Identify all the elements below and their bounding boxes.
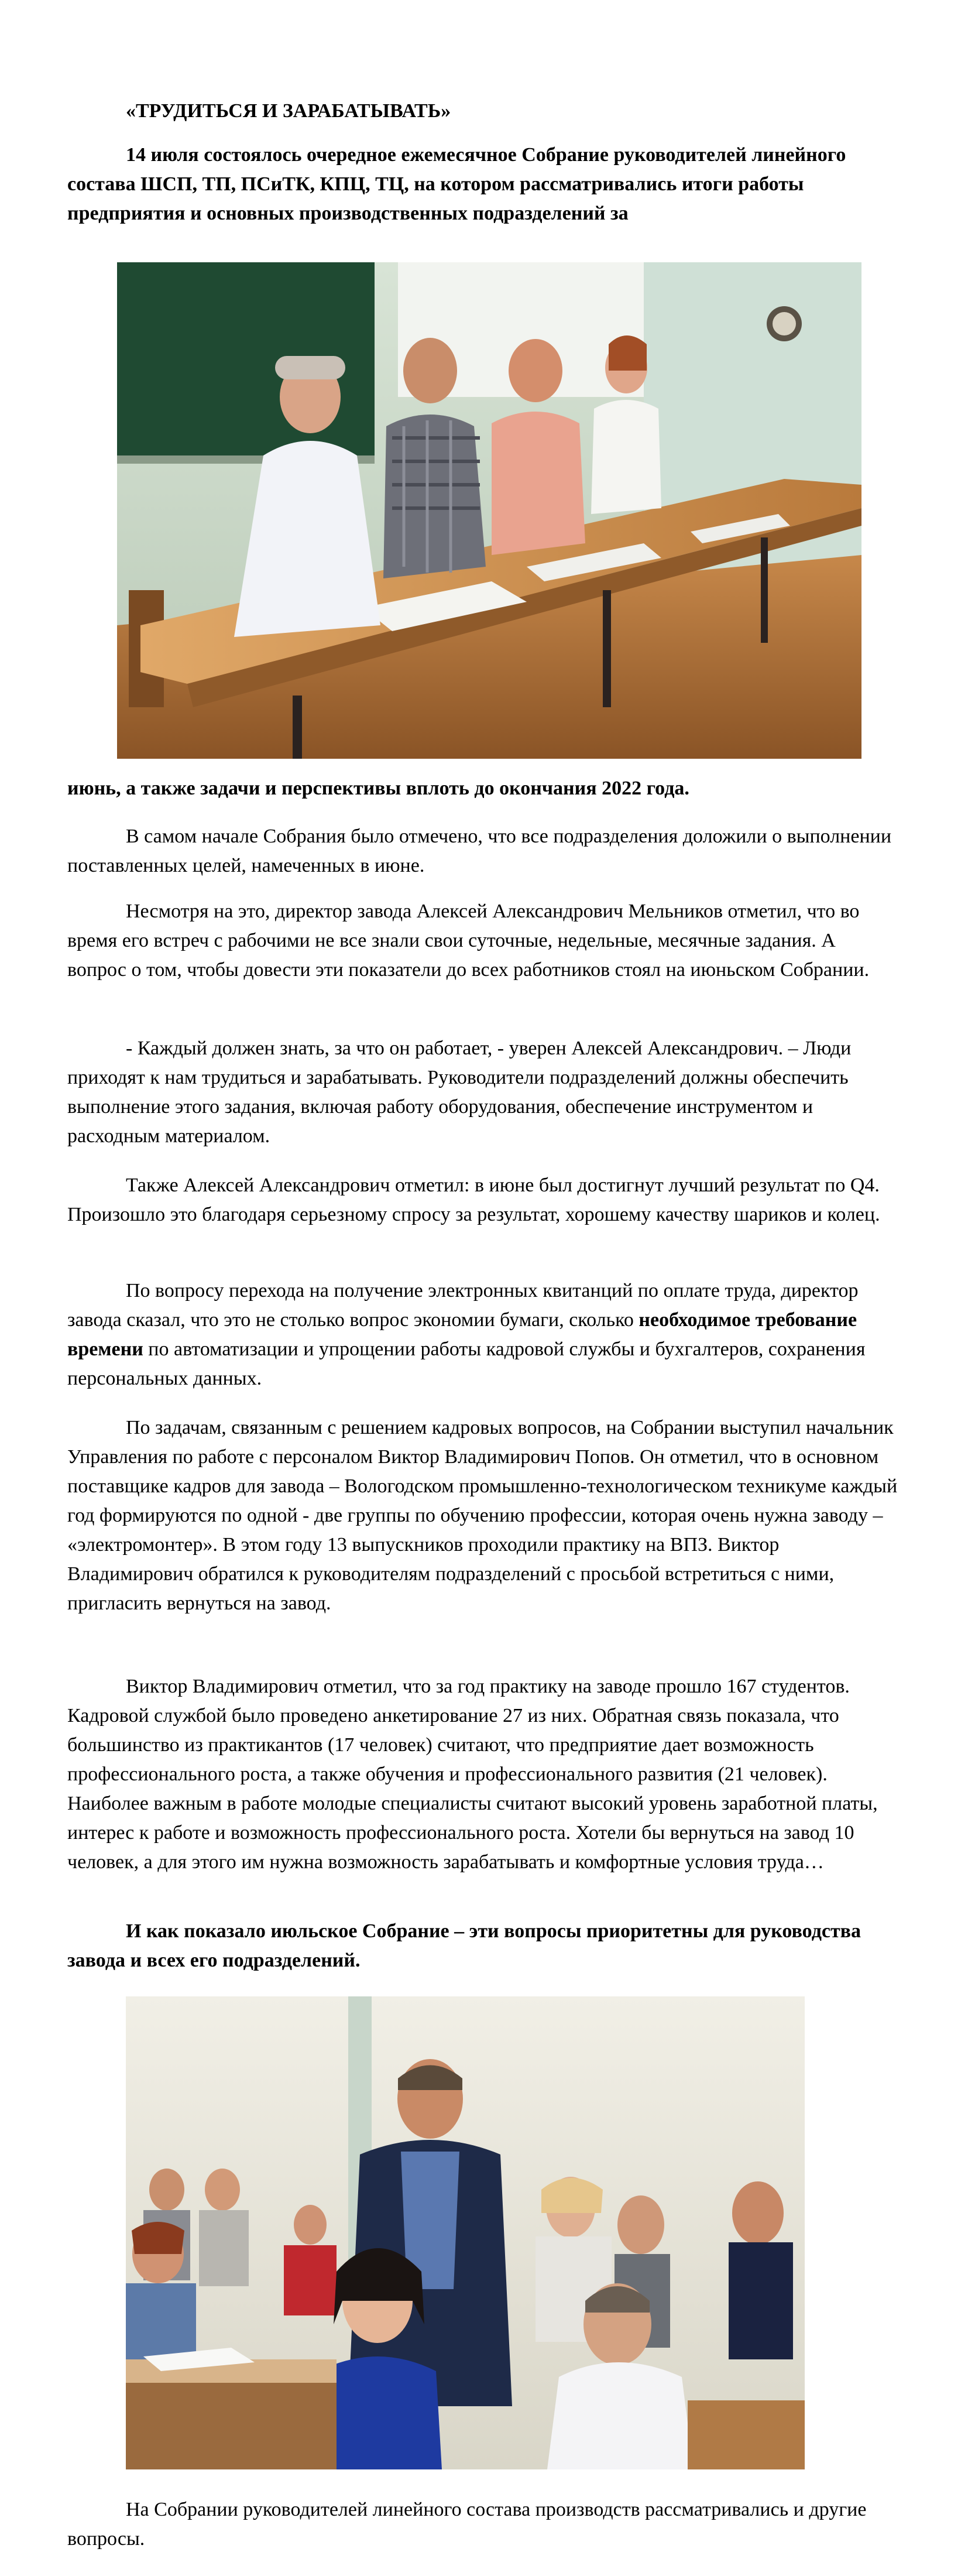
closing-paragraph (67, 2495, 898, 2554)
paragraph-7 (67, 1672, 898, 1877)
paragraph-2-text: Несмотря на это, директор завода Алексей Александрович Мельников отметил, что во время его встреч с рабочими не все знали свои суточные, недельные, месячные задания. А вопрос о том, чтобы довести эти показатели до всех работников стоял на июньском Собрании. (67, 900, 870, 981)
paragraph-5-part-b: по автоматизации и упрощении работы кадровой службы и бухгалтеров, сохранения персональных данных. (67, 1338, 866, 1389)
intro-text-part2: июнь, а также задачи и перспективы вплоть до окончания 2022 года. (67, 777, 689, 799)
conclusion (67, 1917, 898, 1975)
article-intro-continued (67, 774, 898, 803)
paragraph-4-text: Также Алексей Александрович отметил: в июне был достигнут лучший результат по Q4. Произошло это благодаря серьезному спросу за результат, хорошему качеству шариков и колец. (67, 1174, 880, 1225)
paragraph-7-text: Виктор Владимирович отметил, что за год практику на заводе прошло 167 студентов. Кадровой службой было проведено анкетирование 27 из них. Обратная связь показала, что большинство из практикантов (17 человек) считают, что предприятие дает возможность профессионального роста, а также обучения и профессионального развития (21 человек). Наиболее важным в работе молодые специалисты считают высокий уровень заработной платы, интерес к работе и возможность профессионального роста. Хотели бы вернуться на завод 10 человек, а для этого им нужна возможность зарабатывать и комфортные условия труда… (67, 1676, 878, 1873)
paragraph-5-text (67, 1276, 898, 1393)
paragraph-4 (67, 1171, 898, 1229)
article-intro (67, 141, 898, 228)
paragraph-5 (67, 1276, 898, 1393)
paragraph-1 (67, 822, 898, 881)
paragraph-1-text: В самом начале Собрания было отмечено, что все подразделения доложили о выполнении поставленных целей, намеченных в июне. (67, 825, 892, 876)
paragraph-5-part-a: По вопросу перехода на получение электронных квитанций по оплате труда, директор завода сказал, что это не столько вопрос экономии бумаги, сколько (67, 1280, 859, 1331)
paragraph-6-text: По задачам, связанным с решением кадровых вопросов, на Собрании выступил начальник Управления по работе с персоналом Виктор Владимирович Попов. Он отметил, что в основном поставщике кадров для завода – Вологодском промышленно-технологическом техникуме каждый год формируются по одной - две группы по обучению профессии, которая очень нужна заводу – «электромонтер». В этом году 13 выпускников проходили практику на ВПЗ. Виктор Владимирович обратился к руководителям подразделений с просьбой встретиться с ними, пригласить вернуться на завод. (67, 1417, 898, 1614)
paragraph-3-text: - Каждый должен знать, за что он работает, - уверен Алексей Александрович. – Люди приходят к нам трудиться и зарабатывать. Руководители подразделений должны обеспечить выполнение этого задания, включая работу оборудования, обеспечение инструментом и расходным материалом. (67, 1037, 852, 1147)
conclusion-text: И как показало июльское Собрание – эти вопросы приоритетны для руководства завода и всех его подразделений. (67, 1920, 861, 1971)
meeting-photo-2 (126, 1996, 805, 2469)
meeting-photo-1 (117, 262, 861, 759)
paragraph-6 (67, 1413, 898, 1618)
paragraph-2 (67, 897, 898, 985)
paragraph-5-emphasis: необходимое требование времени (67, 1309, 857, 1360)
paragraph-3 (67, 1034, 898, 1151)
intro-text-part1: 14 июля состоялось очередное ежемесячное Собрание руководителей линейного состава ШСП, ТП, ПСиТК, КПЦ, ТЦ, на котором рассматривались итоги работы предприятия и основных производственных подразделений за (67, 144, 846, 224)
article-title: «ТРУДИТЬСЯ И ЗАРАБАТЫВАТЬ» (126, 100, 451, 122)
closing-text: На Собрании руководителей линейного состава производств рассматривались и другие вопросы. (67, 2499, 867, 2550)
